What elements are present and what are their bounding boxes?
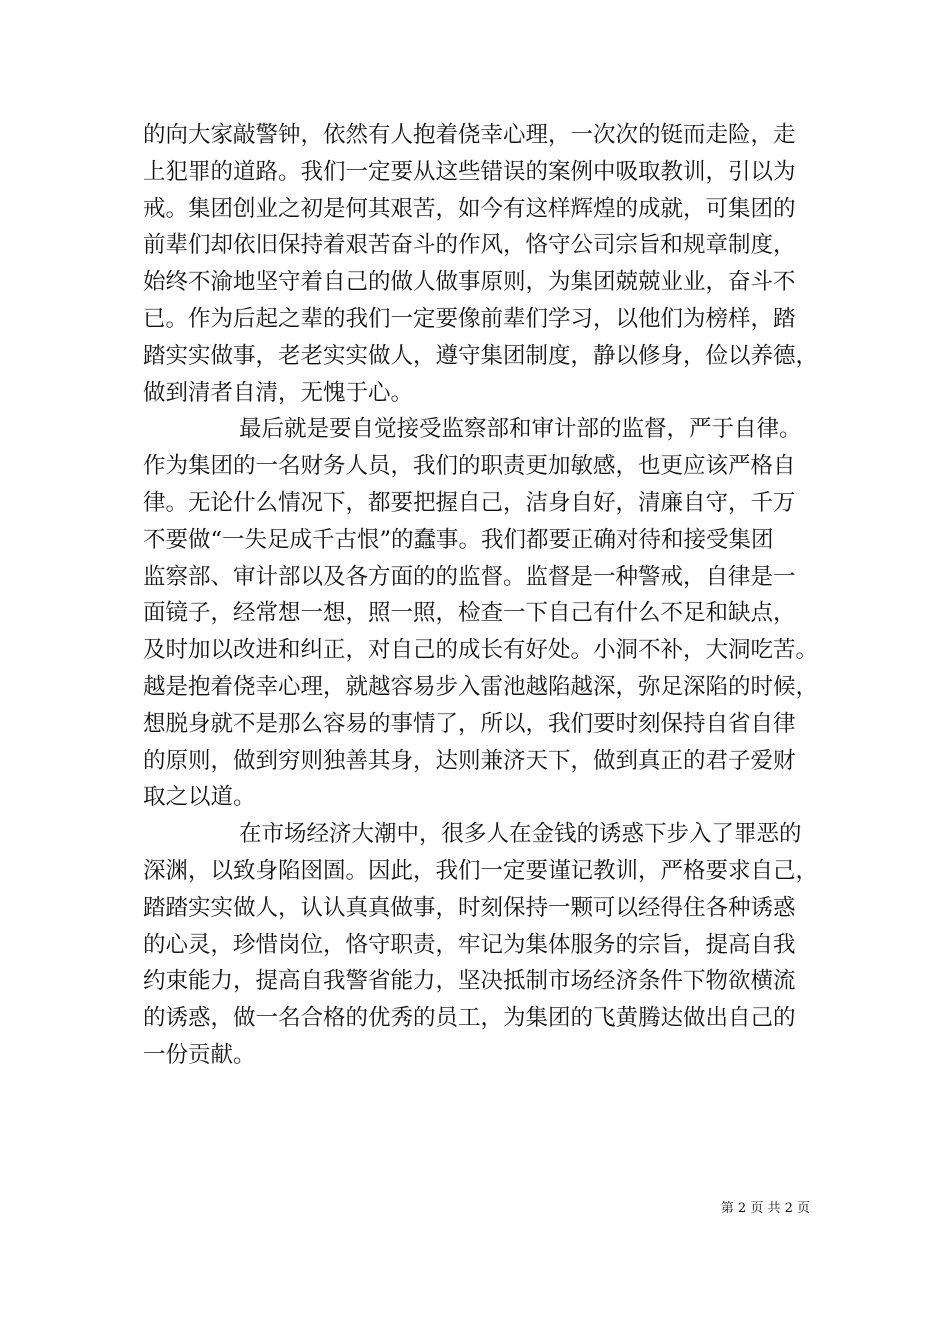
- paragraph-2: [143, 411, 833, 816]
- text-line: 越是抱着侥幸心理，就越容易步入雷池越陷越深，弥足深陷的时候，: [143, 673, 819, 700]
- paragraph-3: [143, 816, 833, 1074]
- text-line: 已。作为后起之辈的我们一定要像前辈们学习，以他们为榜样，踏: [143, 305, 796, 332]
- paragraph-1: [143, 117, 833, 411]
- text-line: 的向大家敲警钟，依然有人抱着侥幸心理，一次次的铤而走险，走: [143, 122, 796, 148]
- text-line: 前辈们却依旧保持着艰苦奋斗的作风，恪守公司宗旨和规章制度，: [143, 232, 796, 259]
- text-line: 踏踏实实做人，认认真真做事，时刻保持一颗可以经得住各种诱惑: [143, 894, 796, 921]
- text-line: 取之以道。: [143, 784, 256, 811]
- text-line: 面镜子，经常想一想，照一照，检查一下自己有什么不足和缺点，: [143, 600, 796, 627]
- text-line: 的诱惑，做一名合格的优秀的员工，为集团的飞黄腾达做出自己的: [143, 1005, 796, 1032]
- text-line: 做到清者自清，无愧于心。: [143, 379, 414, 406]
- page-number-footer: 第 2 页 共 2 页: [720, 1201, 810, 1216]
- text-line: 上犯罪的道路。我们一定要从这些错误的案例中吸取教训，引以为: [143, 158, 796, 185]
- text-line: 律。无论什么情况下，都要把握自己，洁身自好，清廉自守，千万: [143, 489, 796, 516]
- text-line: 监察部、审计部以及各方面的的监督。监督是一种警戒，自律是一: [143, 563, 796, 590]
- text-line: 约束能力，提高自我警省能力，坚决抵制市场经济条件下物欲横流: [143, 968, 796, 995]
- text-line: 及时加以改进和纠正，对自己的成长有好处。小洞不补，大洞吃苦。: [143, 637, 819, 664]
- text-line: 始终不渝地坚守着自己的做人做事原则，为集团兢兢业业，奋斗不: [143, 269, 796, 296]
- text-line: 深渊，以致身陷囹圄。因此，我们一定要谨记教训，严格要求自己，: [143, 857, 819, 884]
- text-line: 不要做“一失足成千古恨”的蠢事。我们都要正确对待和接受集团: [143, 526, 774, 553]
- text-line: 一份贡献。: [143, 1041, 256, 1068]
- text-line: 想脱身就不是那么容易的事情了，所以，我们要时刻保持自省自律: [143, 710, 796, 737]
- text-line: 踏实实做事，老老实实做人，遵守集团制度，静以修身，俭以养德，: [143, 342, 819, 369]
- text-line: 的心灵，珍惜岗位，恪守职责，牢记为集体服务的宗旨，提高自我: [143, 931, 796, 958]
- text-line-indented: 在市场经济大潮中，很多人在金钱的诱惑下步入了罪恶的: [239, 821, 802, 848]
- text-line: 的原则，做到穷则独善其身，达则兼济天下，做到真正的君子爱财: [143, 747, 796, 774]
- text-line-indented: 最后就是要自觉接受监察部和审计部的监督，严于自律。: [239, 416, 802, 443]
- text-line: 戒。集团创业之初是何其艰苦，如今有这样辉煌的成就，可集团的: [143, 195, 796, 222]
- text-line: 作为集团的一名财务人员，我们的职责更加敏感，也更应该严格自: [143, 453, 796, 480]
- document-body: [143, 117, 833, 1074]
